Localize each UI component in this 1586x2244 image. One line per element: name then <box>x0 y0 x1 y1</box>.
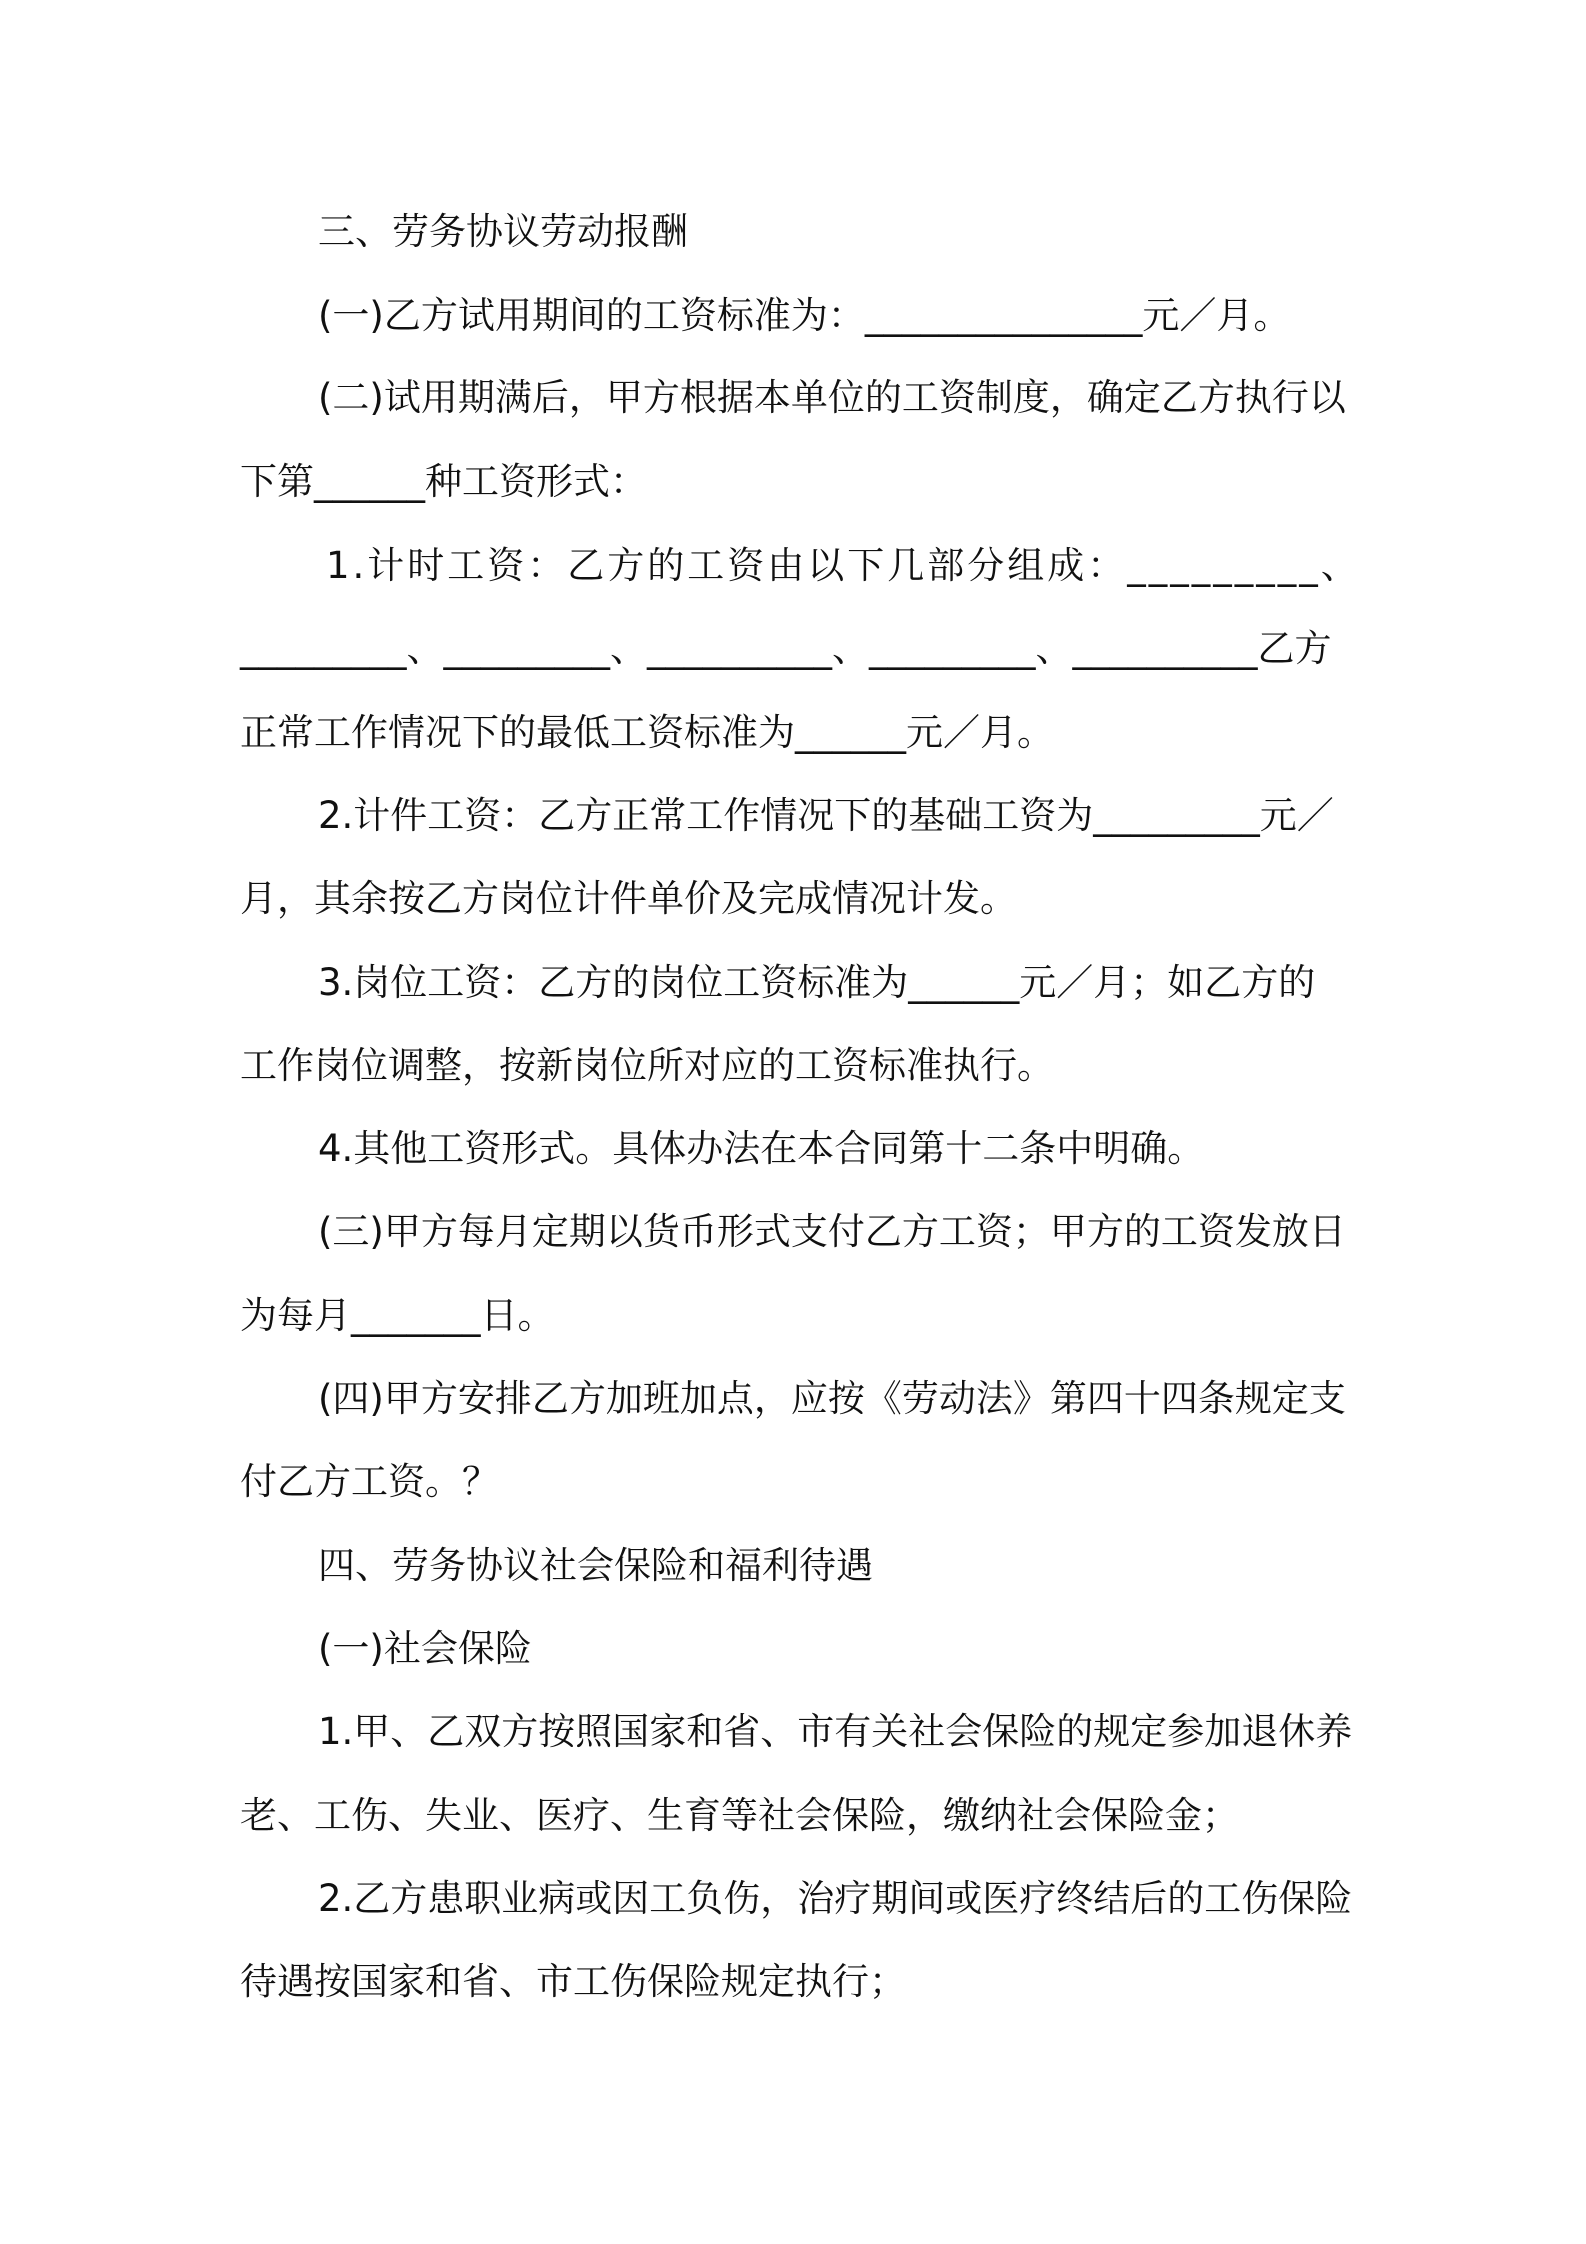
paragraph-line: 为每月_______日。 <box>240 1294 555 1337</box>
paragraph-line: 2.计件工资：乙方正常工作情况下的基础工资为_________元／ <box>318 794 1334 837</box>
paragraph-line: (四)甲方安排乙方加班加点，应按《劳动法》第四十四条规定支 <box>318 1377 1346 1420</box>
section-heading-4: 四、劳务协议社会保险和福利待遇 <box>318 1544 873 1587</box>
paragraph-line: _________、_________、__________、_________、__________乙方 <box>240 627 1332 670</box>
paragraph-line: 4.其他工资形式。具体办法在本合同第十二条中明确。 <box>318 1127 1205 1170</box>
paragraph-line: 老、工伤、失业、医疗、生育等社会保险，缴纳社会保险金； <box>240 1794 1239 1837</box>
paragraph-line: 待遇按国家和省、市工伤保险规定执行； <box>240 1960 906 2003</box>
subsection-heading: (一)社会保险 <box>318 1627 532 1670</box>
section-heading-3: 三、劳务协议劳动报酬 <box>318 210 688 253</box>
paragraph-line: (三)甲方每月定期以货币形式支付乙方工资；甲方的工资发放日 <box>318 1210 1346 1253</box>
paragraph-line: 1.计时工资：乙方的工资由以下几部分组成：_________、 <box>326 544 1361 587</box>
paragraph-line: (一)乙方试用期间的工资标准为：_______________元／月。 <box>318 294 1291 337</box>
paragraph-line: 3.岗位工资：乙方的岗位工资标准为______元／月；如乙方的 <box>318 961 1316 1004</box>
paragraph-line: 下第______种工资形式： <box>240 460 647 503</box>
paragraph-line: 1.甲、乙双方按照国家和省、市有关社会保险的规定参加退休养 <box>318 1710 1353 1753</box>
paragraph-line: 2.乙方患职业病或因工负伤，治疗期间或医疗终结后的工伤保险 <box>318 1877 1353 1920</box>
paragraph-line: 付乙方工资。？ <box>240 1460 499 1503</box>
paragraph-line: 正常工作情况下的最低工资标准为______元／月。 <box>240 711 1054 754</box>
paragraph-line: (二)试用期满后，甲方根据本单位的工资制度，确定乙方执行以 <box>318 376 1346 419</box>
paragraph-line: 工作岗位调整，按新岗位所对应的工资标准执行。 <box>240 1044 1054 1087</box>
paragraph-line: 月，其余按乙方岗位计件单价及完成情况计发。 <box>240 877 1017 920</box>
